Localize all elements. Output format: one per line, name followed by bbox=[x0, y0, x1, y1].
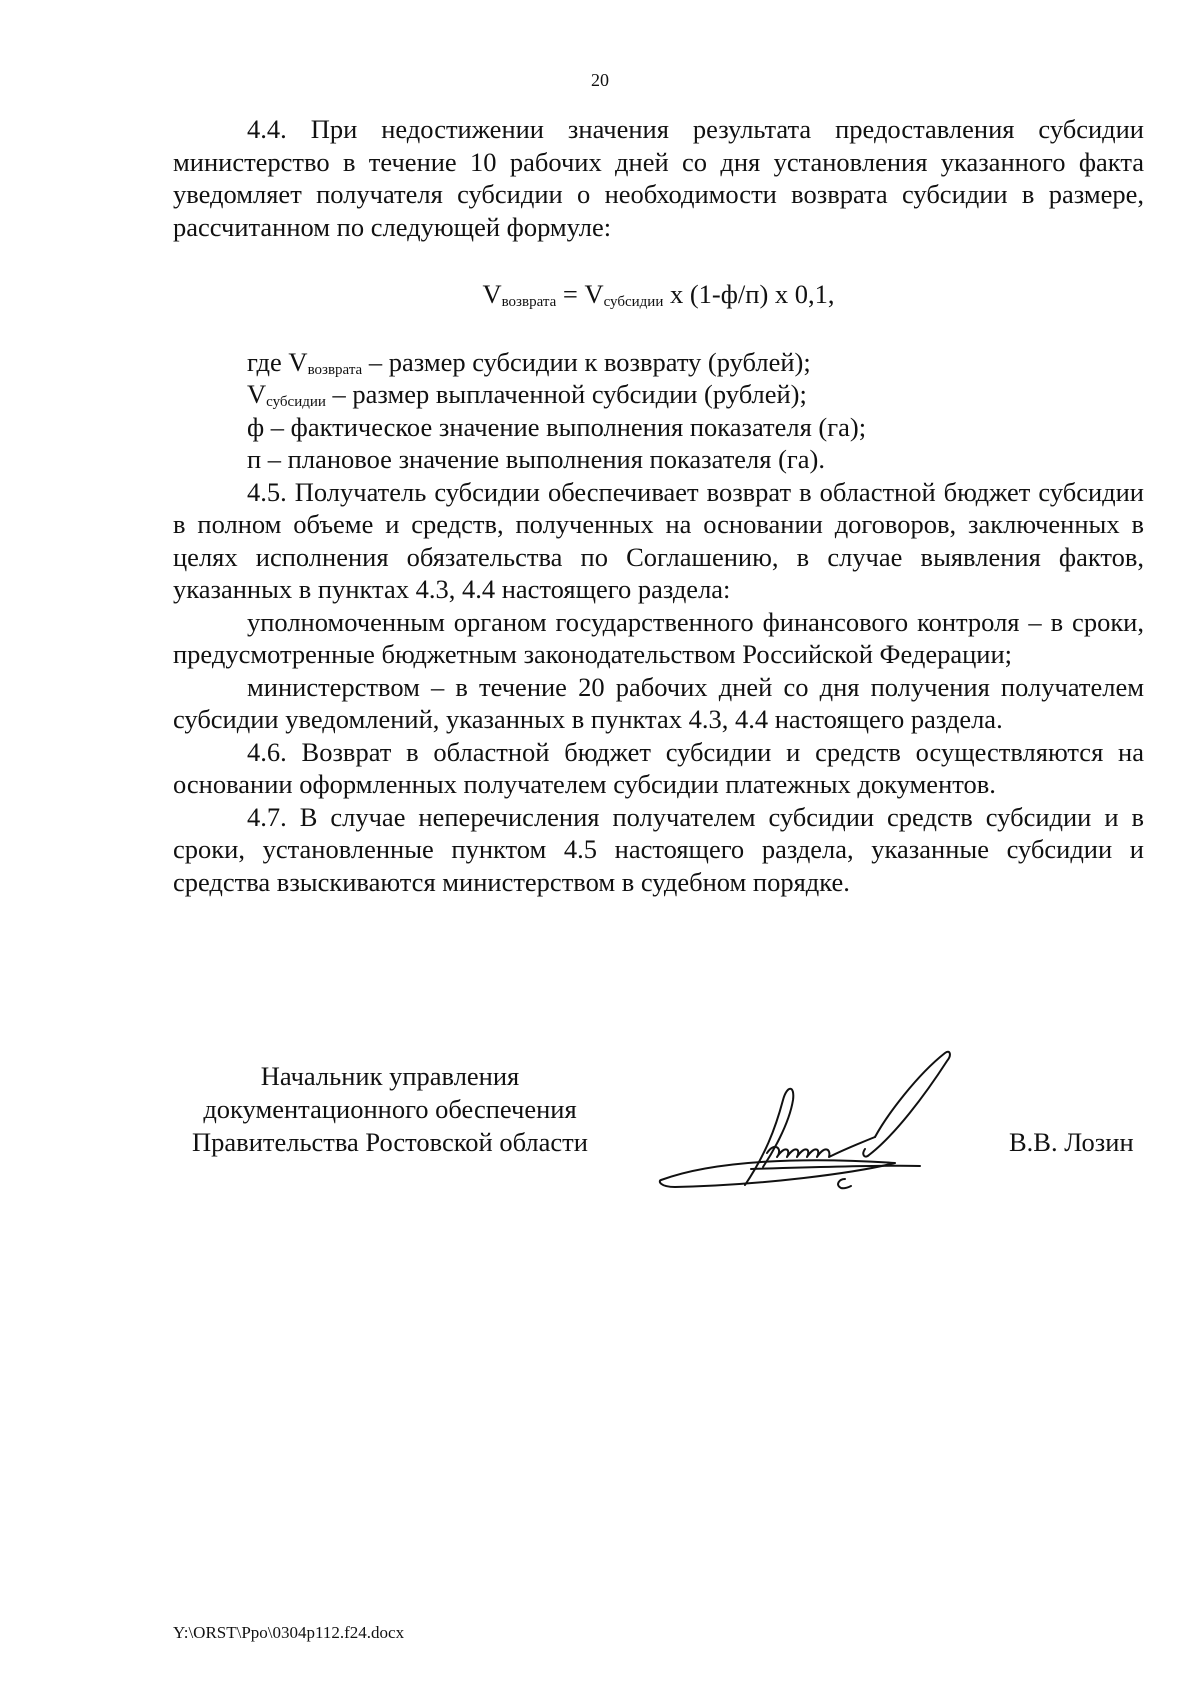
paragraph-4-5: 4.5. Получатель субсидии обеспечивает возврат в областной бюджет субсидии в полном объеме и средств, полученных на основании договоров, заключенных в целях исполнения обязательства по Соглашению, в случае выявления фактов, указанных в пунктах 4.3, 4.4 настоящего раздела: bbox=[173, 476, 1144, 604]
formula-equals: = bbox=[556, 279, 585, 309]
definition-v-subsidy-sub: субсидии bbox=[266, 394, 326, 410]
signatory-name: В.В. Лозин bbox=[1009, 1127, 1134, 1157]
definition-v-return-prefix: где V bbox=[247, 346, 308, 377]
page-number: 20 bbox=[591, 70, 609, 90]
paragraph-4-6: 4.6. Возврат в областной бюджет субсидии и средств осуществляются на основании оформленных получателем субсидии платежных документов. bbox=[173, 736, 1144, 799]
definition-f: ф – фактическое значение выполнения показателя (га); bbox=[247, 411, 867, 442]
definition-v-subsidy-prefix: V bbox=[247, 379, 267, 409]
signatory-title-line-2: документационного обеспечения bbox=[203, 1094, 577, 1124]
paragraph-4-5-ministry: министерством – в течение 20 рабочих дней со дня получения получателем субсидии уведомлений, указанных в пунктах 4.3, 4.4 настоящего раздела. bbox=[173, 671, 1144, 734]
definition-p: п – плановое значение выполнения показателя (га). bbox=[247, 444, 826, 474]
definition-v-subsidy bbox=[173, 378, 1144, 411]
formula-tail: х (1-ф/п) х 0,1, bbox=[663, 279, 835, 309]
formula-sub-return: возврата bbox=[501, 294, 557, 310]
formula-v2: V bbox=[584, 279, 604, 309]
signatory-title-line-3: Правительства Ростовской области bbox=[192, 1127, 588, 1157]
paragraph-4-5-control-body: уполномоченным органом государственного финансового контроля – в сроки, предусмотренные бюджетным законодательством Российской Федерации; bbox=[173, 606, 1144, 669]
signatory-title bbox=[170, 1060, 610, 1159]
definition-v-return-sub: возврата bbox=[307, 361, 363, 378]
definition-v-subsidy-text: – размер выплаченной субсидии (рублей); bbox=[325, 379, 807, 409]
return-formula bbox=[173, 278, 1144, 311]
footer-file-path: Y:\ORST\Ppo\0304p112.f24.docx bbox=[173, 1623, 405, 1642]
formula-v: V bbox=[482, 279, 502, 309]
signatory-title-line-1: Начальник управления bbox=[260, 1061, 520, 1091]
handwritten-signature bbox=[655, 1045, 985, 1195]
document-body bbox=[173, 113, 1144, 898]
definition-v-return bbox=[173, 346, 1144, 379]
paragraph-4-4: 4.4. При недостижении значения результата предоставления субсидии министерство в течение 10 рабочих дней со дня установления указанного факта уведомляет получателя субсидии о необходимости возврата субсидии в размере, рассчитанном по следующей формуле: bbox=[173, 114, 1144, 242]
definition-v-return-text: – размер субсидии к возврату (рублей); bbox=[362, 346, 811, 377]
formula-sub-subsidy: субсидии bbox=[603, 294, 664, 310]
paragraph-4-7: 4.7. В случае неперечисления получателем субсидии средств субсидии и в сроки, установленные пунктом 4.5 настоящего раздела, указанные субсидии и средства взыскиваются министерством в судебном порядке. bbox=[173, 801, 1144, 897]
